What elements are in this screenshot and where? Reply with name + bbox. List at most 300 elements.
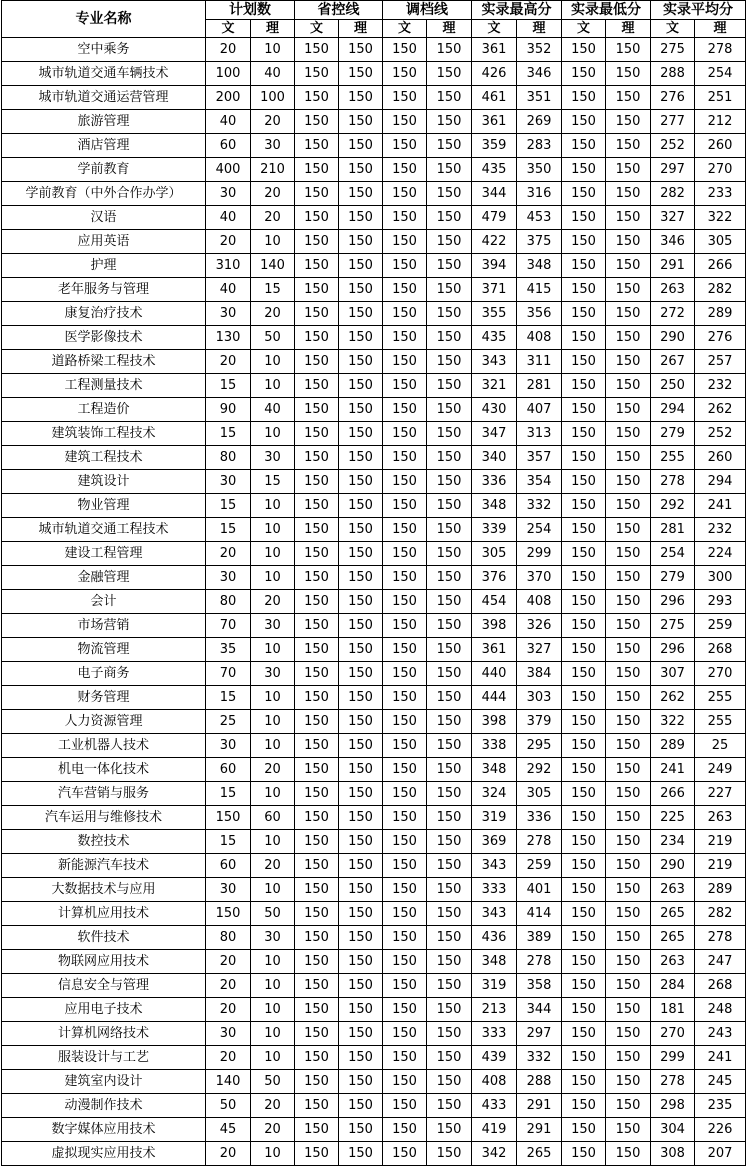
cell-control-science: 150 [339, 278, 383, 302]
cell-admission-arts: 150 [383, 1094, 427, 1118]
cell-lowest-arts: 150 [562, 110, 606, 134]
cell-highest-science: 278 [517, 950, 562, 974]
cell-plan-science: 10 [251, 638, 295, 662]
cell-major-name: 汽车运用与维修技术 [2, 806, 206, 830]
cell-major-name: 老年服务与管理 [2, 278, 206, 302]
table-row [2, 662, 746, 686]
cell-major-name: 金融管理 [2, 566, 206, 590]
cell-lowest-arts: 150 [562, 38, 606, 62]
table-row [2, 1142, 746, 1166]
cell-lowest-arts: 150 [562, 662, 606, 686]
cell-highest-science: 344 [517, 998, 562, 1022]
cell-admission-arts: 150 [383, 566, 427, 590]
cell-admission-arts: 150 [383, 158, 427, 182]
cell-lowest-arts: 150 [562, 710, 606, 734]
cell-lowest-arts: 150 [562, 230, 606, 254]
cell-average-science: 289 [695, 302, 746, 326]
cell-average-science: 282 [695, 902, 746, 926]
cell-plan-arts: 150 [206, 902, 251, 926]
table-row [2, 446, 746, 470]
cell-average-arts: 265 [651, 902, 695, 926]
cell-lowest-science: 150 [606, 86, 651, 110]
cell-plan-science: 20 [251, 182, 295, 206]
cell-lowest-science: 150 [606, 62, 651, 86]
cell-highest-arts: 347 [472, 422, 517, 446]
table-row [2, 734, 746, 758]
cell-average-science: 263 [695, 806, 746, 830]
cell-control-science: 150 [339, 38, 383, 62]
cell-admission-arts: 150 [383, 134, 427, 158]
cell-average-arts: 290 [651, 854, 695, 878]
cell-average-science: 232 [695, 518, 746, 542]
cell-plan-arts: 30 [206, 302, 251, 326]
cell-control-arts: 150 [295, 566, 339, 590]
cell-average-science: 278 [695, 38, 746, 62]
cell-lowest-science: 150 [606, 878, 651, 902]
cell-plan-science: 10 [251, 518, 295, 542]
cell-average-science: 276 [695, 326, 746, 350]
cell-lowest-arts: 150 [562, 782, 606, 806]
cell-admission-arts: 150 [383, 950, 427, 974]
cell-average-science: 262 [695, 398, 746, 422]
cell-highest-science: 351 [517, 86, 562, 110]
cell-highest-science: 269 [517, 110, 562, 134]
table-row [2, 974, 746, 998]
cell-highest-science: 358 [517, 974, 562, 998]
cell-lowest-science: 150 [606, 134, 651, 158]
cell-average-science: 207 [695, 1142, 746, 1166]
table-row [2, 494, 746, 518]
cell-highest-arts: 361 [472, 110, 517, 134]
cell-plan-arts: 15 [206, 518, 251, 542]
cell-major-name: 酒店管理 [2, 134, 206, 158]
cell-plan-science: 20 [251, 302, 295, 326]
cell-highest-arts: 435 [472, 326, 517, 350]
cell-major-name: 机电一体化技术 [2, 758, 206, 782]
cell-highest-arts: 359 [472, 134, 517, 158]
cell-highest-arts: 461 [472, 86, 517, 110]
table-row [2, 926, 746, 950]
table-row [2, 278, 746, 302]
cell-highest-science: 291 [517, 1118, 562, 1142]
cell-lowest-arts: 150 [562, 950, 606, 974]
cell-average-science: 268 [695, 974, 746, 998]
cell-average-science: 252 [695, 422, 746, 446]
cell-plan-arts: 30 [206, 182, 251, 206]
column-header-admission-line: 调档线 [383, 1, 472, 20]
cell-lowest-science: 150 [606, 254, 651, 278]
cell-plan-arts: 20 [206, 1142, 251, 1166]
table-row [2, 566, 746, 590]
cell-lowest-arts: 150 [562, 350, 606, 374]
table-row [2, 518, 746, 542]
cell-major-name: 工程造价 [2, 398, 206, 422]
cell-admission-arts: 150 [383, 614, 427, 638]
cell-admission-arts: 150 [383, 470, 427, 494]
cell-control-arts: 150 [295, 86, 339, 110]
cell-lowest-arts: 150 [562, 86, 606, 110]
cell-average-science: 282 [695, 278, 746, 302]
cell-lowest-science: 150 [606, 1142, 651, 1166]
table-row [2, 86, 746, 110]
cell-highest-arts: 430 [472, 398, 517, 422]
cell-admission-arts: 150 [383, 782, 427, 806]
table-row [2, 374, 746, 398]
cell-average-arts: 288 [651, 62, 695, 86]
cell-plan-science: 60 [251, 806, 295, 830]
cell-control-arts: 150 [295, 806, 339, 830]
cell-control-science: 150 [339, 158, 383, 182]
table-row [2, 902, 746, 926]
cell-admission-science: 150 [427, 38, 472, 62]
cell-admission-arts: 150 [383, 854, 427, 878]
cell-plan-arts: 100 [206, 62, 251, 86]
cell-average-arts: 275 [651, 38, 695, 62]
cell-plan-arts: 20 [206, 38, 251, 62]
cell-plan-arts: 40 [206, 278, 251, 302]
cell-plan-arts: 15 [206, 374, 251, 398]
table-header [2, 1, 746, 38]
cell-highest-arts: 371 [472, 278, 517, 302]
cell-control-arts: 150 [295, 662, 339, 686]
cell-plan-arts: 15 [206, 422, 251, 446]
cell-average-science: 289 [695, 878, 746, 902]
cell-lowest-science: 150 [606, 446, 651, 470]
cell-control-science: 150 [339, 1118, 383, 1142]
cell-admission-science: 150 [427, 446, 472, 470]
cell-major-name: 物业管理 [2, 494, 206, 518]
cell-admission-arts: 150 [383, 662, 427, 686]
cell-average-science: 305 [695, 230, 746, 254]
cell-admission-arts: 150 [383, 926, 427, 950]
cell-lowest-science: 150 [606, 614, 651, 638]
cell-admission-arts: 150 [383, 830, 427, 854]
cell-highest-science: 415 [517, 278, 562, 302]
cell-plan-arts: 40 [206, 206, 251, 230]
cell-lowest-arts: 150 [562, 734, 606, 758]
cell-average-arts: 252 [651, 134, 695, 158]
cell-admission-science: 150 [427, 1094, 472, 1118]
cell-lowest-arts: 150 [562, 1142, 606, 1166]
cell-plan-arts: 15 [206, 782, 251, 806]
cell-plan-arts: 45 [206, 1118, 251, 1142]
cell-lowest-science: 150 [606, 1022, 651, 1046]
cell-admission-science: 150 [427, 374, 472, 398]
cell-average-arts: 278 [651, 1070, 695, 1094]
cell-admission-science: 150 [427, 998, 472, 1022]
cell-control-science: 150 [339, 134, 383, 158]
cell-lowest-arts: 150 [562, 470, 606, 494]
cell-lowest-arts: 150 [562, 446, 606, 470]
cell-lowest-science: 150 [606, 398, 651, 422]
cell-control-arts: 150 [295, 134, 339, 158]
cell-average-arts: 299 [651, 1046, 695, 1070]
cell-admission-arts: 150 [383, 1118, 427, 1142]
cell-plan-science: 20 [251, 1118, 295, 1142]
cell-plan-arts: 60 [206, 854, 251, 878]
cell-major-name: 计算机应用技术 [2, 902, 206, 926]
cell-admission-science: 150 [427, 566, 472, 590]
cell-lowest-science: 150 [606, 566, 651, 590]
cell-highest-science: 348 [517, 254, 562, 278]
cell-plan-science: 10 [251, 542, 295, 566]
cell-control-science: 150 [339, 734, 383, 758]
cell-lowest-science: 150 [606, 998, 651, 1022]
cell-plan-science: 10 [251, 230, 295, 254]
cell-lowest-science: 150 [606, 38, 651, 62]
cell-plan-science: 15 [251, 470, 295, 494]
cell-average-arts: 281 [651, 518, 695, 542]
cell-highest-arts: 439 [472, 1046, 517, 1070]
cell-average-science: 251 [695, 86, 746, 110]
cell-major-name: 会计 [2, 590, 206, 614]
cell-plan-science: 210 [251, 158, 295, 182]
table-row [2, 1046, 746, 1070]
cell-highest-arts: 426 [472, 62, 517, 86]
cell-control-science: 150 [339, 1070, 383, 1094]
admission-score-table [1, 0, 746, 1166]
cell-average-arts: 225 [651, 806, 695, 830]
subheader-arts: 文 [651, 20, 695, 38]
cell-highest-arts: 398 [472, 710, 517, 734]
cell-control-science: 150 [339, 878, 383, 902]
cell-control-arts: 150 [295, 326, 339, 350]
cell-admission-arts: 150 [383, 374, 427, 398]
cell-major-name: 学前教育（中外合作办学） [2, 182, 206, 206]
table-row [2, 638, 746, 662]
cell-control-arts: 150 [295, 1142, 339, 1166]
cell-plan-science: 10 [251, 38, 295, 62]
cell-highest-science: 278 [517, 830, 562, 854]
cell-average-science: 294 [695, 470, 746, 494]
cell-plan-science: 30 [251, 134, 295, 158]
cell-admission-science: 150 [427, 182, 472, 206]
cell-major-name: 服装设计与工艺 [2, 1046, 206, 1070]
cell-control-arts: 150 [295, 614, 339, 638]
cell-average-science: 243 [695, 1022, 746, 1046]
cell-average-science: 235 [695, 1094, 746, 1118]
cell-highest-science: 283 [517, 134, 562, 158]
cell-major-name: 学前教育 [2, 158, 206, 182]
cell-control-arts: 150 [295, 590, 339, 614]
cell-control-arts: 150 [295, 974, 339, 998]
cell-admission-science: 150 [427, 686, 472, 710]
cell-control-science: 150 [339, 398, 383, 422]
cell-highest-science: 254 [517, 518, 562, 542]
cell-lowest-science: 150 [606, 1094, 651, 1118]
cell-lowest-science: 150 [606, 110, 651, 134]
cell-average-science: 212 [695, 110, 746, 134]
cell-admission-arts: 150 [383, 1070, 427, 1094]
cell-major-name: 城市轨道交通车辆技术 [2, 62, 206, 86]
table-row [2, 1118, 746, 1142]
cell-lowest-science: 150 [606, 158, 651, 182]
cell-lowest-arts: 150 [562, 278, 606, 302]
cell-control-arts: 150 [295, 542, 339, 566]
table-row [2, 206, 746, 230]
table-row [2, 806, 746, 830]
cell-average-arts: 278 [651, 470, 695, 494]
cell-lowest-arts: 150 [562, 326, 606, 350]
cell-average-science: 241 [695, 1046, 746, 1070]
cell-control-science: 150 [339, 662, 383, 686]
cell-lowest-arts: 150 [562, 1070, 606, 1094]
cell-admission-arts: 150 [383, 494, 427, 518]
cell-plan-science: 10 [251, 1046, 295, 1070]
table-row [2, 326, 746, 350]
cell-admission-arts: 150 [383, 302, 427, 326]
cell-highest-science: 370 [517, 566, 562, 590]
table-row [2, 782, 746, 806]
cell-average-arts: 298 [651, 1094, 695, 1118]
cell-control-science: 150 [339, 782, 383, 806]
cell-lowest-arts: 150 [562, 182, 606, 206]
cell-admission-science: 150 [427, 590, 472, 614]
cell-plan-science: 140 [251, 254, 295, 278]
cell-highest-arts: 355 [472, 302, 517, 326]
cell-plan-arts: 20 [206, 998, 251, 1022]
cell-major-name: 城市轨道交通工程技术 [2, 518, 206, 542]
cell-admission-science: 150 [427, 878, 472, 902]
cell-plan-science: 30 [251, 614, 295, 638]
cell-lowest-arts: 150 [562, 902, 606, 926]
table-row [2, 1070, 746, 1094]
cell-control-science: 150 [339, 614, 383, 638]
cell-plan-arts: 15 [206, 830, 251, 854]
cell-lowest-science: 150 [606, 974, 651, 998]
cell-major-name: 汉语 [2, 206, 206, 230]
cell-control-arts: 150 [295, 878, 339, 902]
cell-control-science: 150 [339, 470, 383, 494]
cell-average-arts: 327 [651, 206, 695, 230]
cell-average-arts: 277 [651, 110, 695, 134]
cell-control-arts: 150 [295, 758, 339, 782]
cell-admission-science: 150 [427, 134, 472, 158]
cell-lowest-arts: 150 [562, 854, 606, 878]
cell-average-arts: 276 [651, 86, 695, 110]
cell-plan-science: 50 [251, 326, 295, 350]
cell-plan-arts: 30 [206, 470, 251, 494]
cell-admission-science: 150 [427, 950, 472, 974]
cell-control-arts: 150 [295, 518, 339, 542]
cell-average-arts: 254 [651, 542, 695, 566]
cell-highest-science: 313 [517, 422, 562, 446]
cell-average-arts: 275 [651, 614, 695, 638]
cell-average-arts: 307 [651, 662, 695, 686]
cell-admission-science: 150 [427, 110, 472, 134]
cell-control-science: 150 [339, 422, 383, 446]
cell-control-science: 150 [339, 86, 383, 110]
cell-major-name: 康复治疗技术 [2, 302, 206, 326]
cell-average-science: 233 [695, 182, 746, 206]
cell-average-science: 266 [695, 254, 746, 278]
cell-highest-arts: 343 [472, 902, 517, 926]
cell-control-science: 150 [339, 494, 383, 518]
cell-admission-arts: 150 [383, 590, 427, 614]
cell-plan-arts: 30 [206, 566, 251, 590]
cell-plan-arts: 20 [206, 230, 251, 254]
cell-average-science: 226 [695, 1118, 746, 1142]
cell-plan-science: 10 [251, 422, 295, 446]
cell-admission-arts: 150 [383, 518, 427, 542]
cell-lowest-arts: 150 [562, 422, 606, 446]
cell-admission-arts: 150 [383, 326, 427, 350]
cell-lowest-science: 150 [606, 542, 651, 566]
cell-major-name: 城市轨道交通运营管理 [2, 86, 206, 110]
subheader-arts: 文 [472, 20, 517, 38]
cell-average-science: 270 [695, 158, 746, 182]
cell-plan-science: 20 [251, 590, 295, 614]
cell-highest-science: 299 [517, 542, 562, 566]
cell-average-arts: 181 [651, 998, 695, 1022]
cell-average-science: 245 [695, 1070, 746, 1094]
cell-highest-arts: 336 [472, 470, 517, 494]
cell-control-science: 150 [339, 206, 383, 230]
cell-control-arts: 150 [295, 1046, 339, 1070]
cell-highest-arts: 319 [472, 974, 517, 998]
table-row [2, 710, 746, 734]
cell-lowest-arts: 150 [562, 134, 606, 158]
table-row [2, 686, 746, 710]
cell-admission-science: 150 [427, 86, 472, 110]
cell-admission-science: 150 [427, 542, 472, 566]
cell-admission-science: 150 [427, 974, 472, 998]
cell-control-science: 150 [339, 1046, 383, 1070]
cell-admission-science: 150 [427, 230, 472, 254]
cell-major-name: 建筑工程技术 [2, 446, 206, 470]
cell-control-arts: 150 [295, 638, 339, 662]
cell-highest-arts: 333 [472, 1022, 517, 1046]
cell-lowest-arts: 150 [562, 62, 606, 86]
cell-plan-arts: 30 [206, 1022, 251, 1046]
cell-control-science: 150 [339, 302, 383, 326]
cell-lowest-science: 150 [606, 374, 651, 398]
column-header-lowest-score: 实录最低分 [562, 1, 651, 20]
table-row [2, 590, 746, 614]
cell-highest-arts: 433 [472, 1094, 517, 1118]
cell-lowest-science: 150 [606, 494, 651, 518]
table-body [2, 38, 746, 1166]
cell-control-arts: 150 [295, 230, 339, 254]
cell-admission-science: 150 [427, 734, 472, 758]
cell-highest-arts: 369 [472, 830, 517, 854]
column-header-highest-score: 实录最高分 [472, 1, 562, 20]
cell-plan-arts: 140 [206, 1070, 251, 1094]
cell-control-arts: 150 [295, 446, 339, 470]
cell-highest-arts: 361 [472, 638, 517, 662]
cell-highest-science: 407 [517, 398, 562, 422]
cell-plan-science: 20 [251, 1094, 295, 1118]
cell-admission-science: 150 [427, 326, 472, 350]
cell-highest-arts: 305 [472, 542, 517, 566]
cell-highest-science: 265 [517, 1142, 562, 1166]
cell-plan-arts: 30 [206, 734, 251, 758]
cell-control-science: 150 [339, 518, 383, 542]
cell-lowest-arts: 150 [562, 206, 606, 230]
cell-control-science: 150 [339, 542, 383, 566]
cell-plan-arts: 20 [206, 950, 251, 974]
cell-highest-science: 357 [517, 446, 562, 470]
cell-lowest-arts: 150 [562, 1118, 606, 1142]
cell-highest-arts: 338 [472, 734, 517, 758]
table-row [2, 758, 746, 782]
cell-plan-science: 10 [251, 494, 295, 518]
cell-control-arts: 150 [295, 686, 339, 710]
table-row [2, 422, 746, 446]
cell-admission-science: 150 [427, 302, 472, 326]
cell-average-arts: 296 [651, 590, 695, 614]
cell-highest-arts: 408 [472, 1070, 517, 1094]
